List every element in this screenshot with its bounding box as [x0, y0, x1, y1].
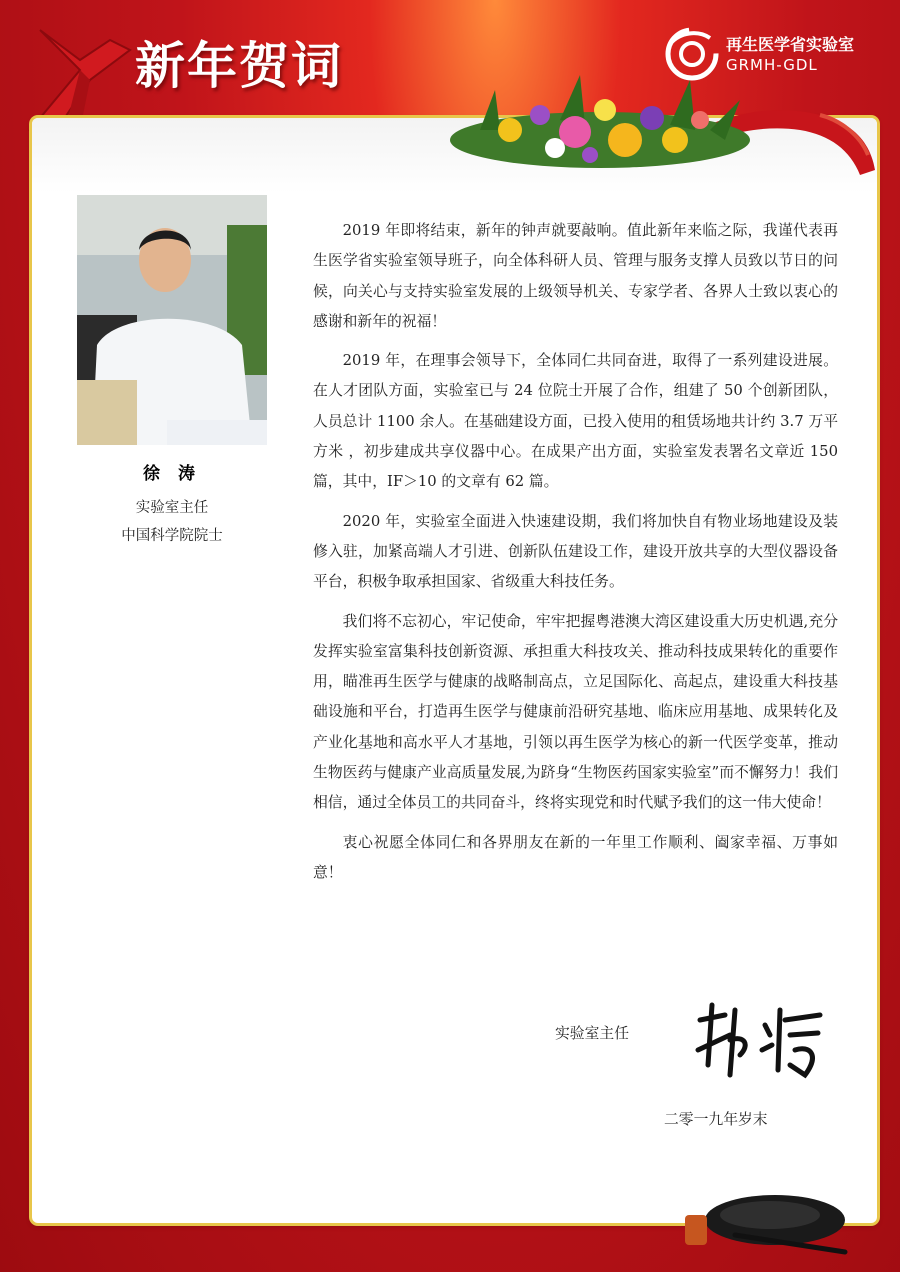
letter-paragraph: 衷心祝愿全体同仁和各界朋友在新的一年里工作顺利、阖家幸福、万事如意！: [313, 833, 838, 881]
letter-paragraph: 2019 年，在理事会领导下，全体同仁共同奋进，取得了一系列建设进展。在人才团队方面，实验室已与 24 位院士开展了合作，组建了 50 个创新团队，人员总计 1100 余人。在基础建设方面，已投入使用的租赁场地共计约 3.7 万平方米 ，初步建成共享仪器中心。在成果产出方面，实验室发表署名文章近 150 篇，其中，IF＞10 的文章有 62 篇。: [313, 352, 838, 491]
letter-paragraph: 2020 年，实验室全面进入快速建设期，我们将加快自有物业场地建设及装修入驻，加紧高端人才引进、创新队伍建设工作，建设开放共享的大型仪器设备平台，积极争取承担国家、省级重大科技任务。: [313, 512, 838, 591]
lab-name-en: GRMH-GDL: [726, 56, 818, 74]
speaker-name: 徐 涛: [143, 464, 201, 484]
letter-body: [313, 216, 838, 897]
speaker-title-1: 实验室主任: [135, 500, 209, 516]
flower-bouquet-decoration: [440, 70, 760, 170]
letter-paragraph: 2019 年即将结束，新年的钟声就要敲响。值此新年来临之际，我谨代表再生医学省实验室领导班子，向全体科研人员、管理与服务支撑人员致以节日的问候，向关心与支持实验室发展的上级领导机关、专家学者、各界人士致以衷心的感谢和新年的祝福！: [313, 222, 838, 330]
portrait-photo: [77, 195, 267, 445]
page-title: 新年贺词: [135, 37, 343, 95]
speaker-title-2: 中国科学院院士: [121, 528, 223, 544]
lab-name-cn: 再生医学省实验室: [726, 35, 855, 54]
signature-role: 实验室主任: [555, 1025, 629, 1042]
letter-date: 二零一九年岁末: [664, 1111, 768, 1128]
letter-paragraph: 我们将不忘初心，牢记使命，牢牢把握粤港澳大湾区建设重大历史机遇,充分发挥实验室富集科技创新资源、承担重大科技攻关、推动科技成果转化的重要作用，瞄准再生医学与健康的战略制高点，立足国际化、高起点，建设重大科技基础设施和平台，打造再生医学与健康前沿研究基地、临床应用基地、成果转化及产业化基地和高水平人才基地，引领以再生医学为核心的新一代医学变革，推动生物医药与健康产业高质量发展,为跻身“生物医药国家实验室”而不懈努力！我们相信，通过全体员工的共同奋斗，终将实现党和时代赋予我们的这一伟大使命！: [313, 612, 838, 812]
inkstone-decoration: [675, 1180, 855, 1260]
handwritten-signature: [690, 995, 830, 1085]
